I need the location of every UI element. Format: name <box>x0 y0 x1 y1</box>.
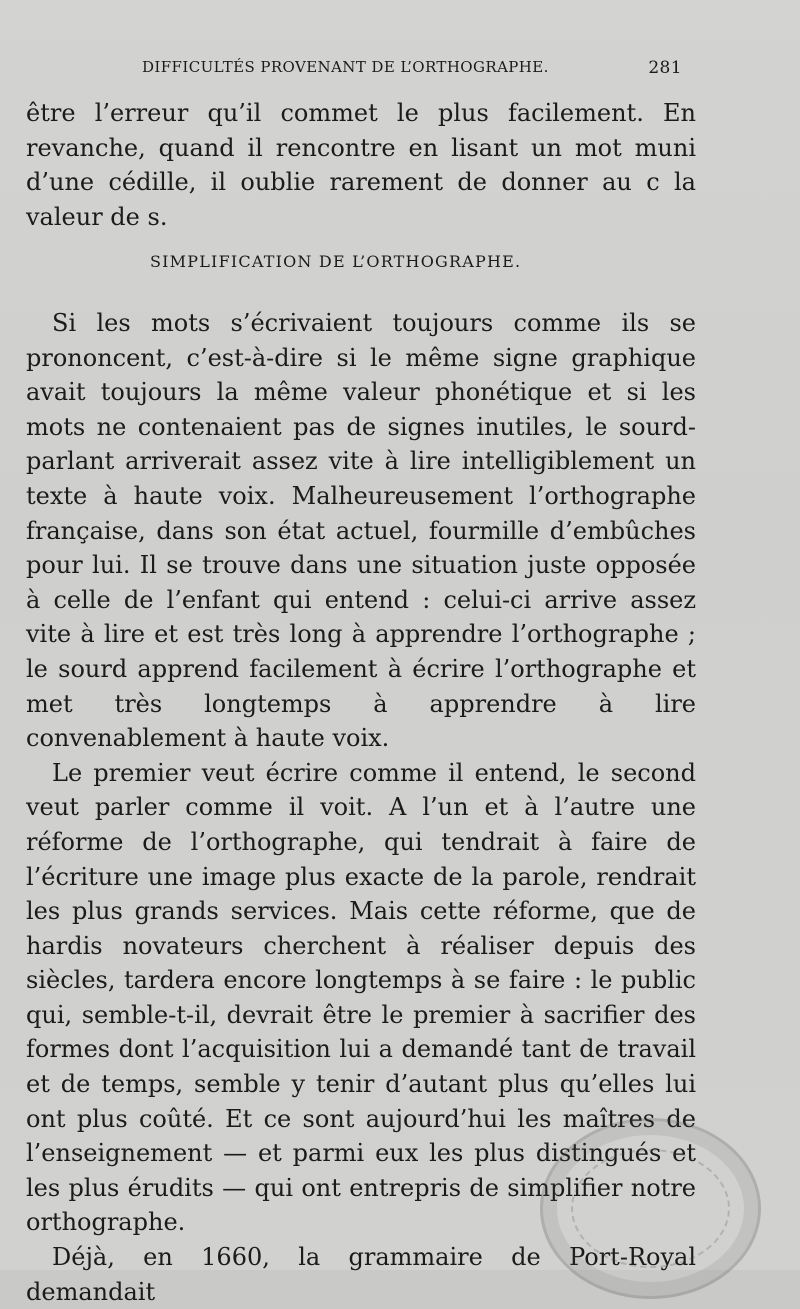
paragraph: Si les mots s’écrivaient toujours comme ils se prononcent, c’est-à-dire si le même signe graphique avait toujours la même valeur phonétique et si les mots ne contenaient pas de signes inutiles, le sourd-parlant arriverait assez vite à lire intelligiblement un texte à haute voix. Malheureusement l’orthographe française, dans son état actuel, fourmille d’embûches pour lui. Il se trouve dans une situation juste opposée à celle de l’enfant qui entend : celui-ci arrive assez vite à lire et est très long à apprendre l’orthographe ; le sourd apprend facilement à écrire l’orthographe et met très longtemps à apprendre à lire convenablement à haute voix. <box>26 309 696 753</box>
paragraph: Le premier veut écrire comme il entend, le second veut parler comme il voit. A l’un et à l’autre une réforme de l’orthographe, qui tendrait à faire de l’écriture une image plus exacte de la parole, rendrait les plus grands services. Mais cette réforme, que de hardis novateurs cherchent à réaliser depuis des siècles, tardera encore longtemps à se faire : le public qui, semble-t-il, devrait être le premier à sacrifier des formes dont l’acquisition lui a demandé tant de travail et de temps, semble y tenir d’autant plus qu’elles lui ont plus coûté. Et ce sont aujourd’hui les maîtres de l’enseignement — et parmi eux les plus distingués et les plus érudits — qui ont entrepris de simplifier notre orthographe. <box>26 758 696 1237</box>
paragraph: Déjà, en 1660, la grammaire de Port-Royal demandait <box>26 1243 696 1306</box>
library-stamp <box>540 1118 761 1299</box>
continuation-text: être l’erreur qu’il commet le plus facilement. En revanche, quand il rencontre en lisant un mot muni d’une cédille, il oublie rarement de donner au c la valeur de s. <box>26 99 696 231</box>
running-head-title: DIFFICULTÉS PROVENANT DE L’ORTHOGRAPHE. <box>142 58 549 76</box>
continuation-paragraph <box>26 96 696 234</box>
library-stamp-ring <box>571 1149 730 1268</box>
page-number: 281 <box>648 58 682 78</box>
section-heading: SIMPLIFICATION DE L’ORTHOGRAPHE. <box>150 252 522 271</box>
